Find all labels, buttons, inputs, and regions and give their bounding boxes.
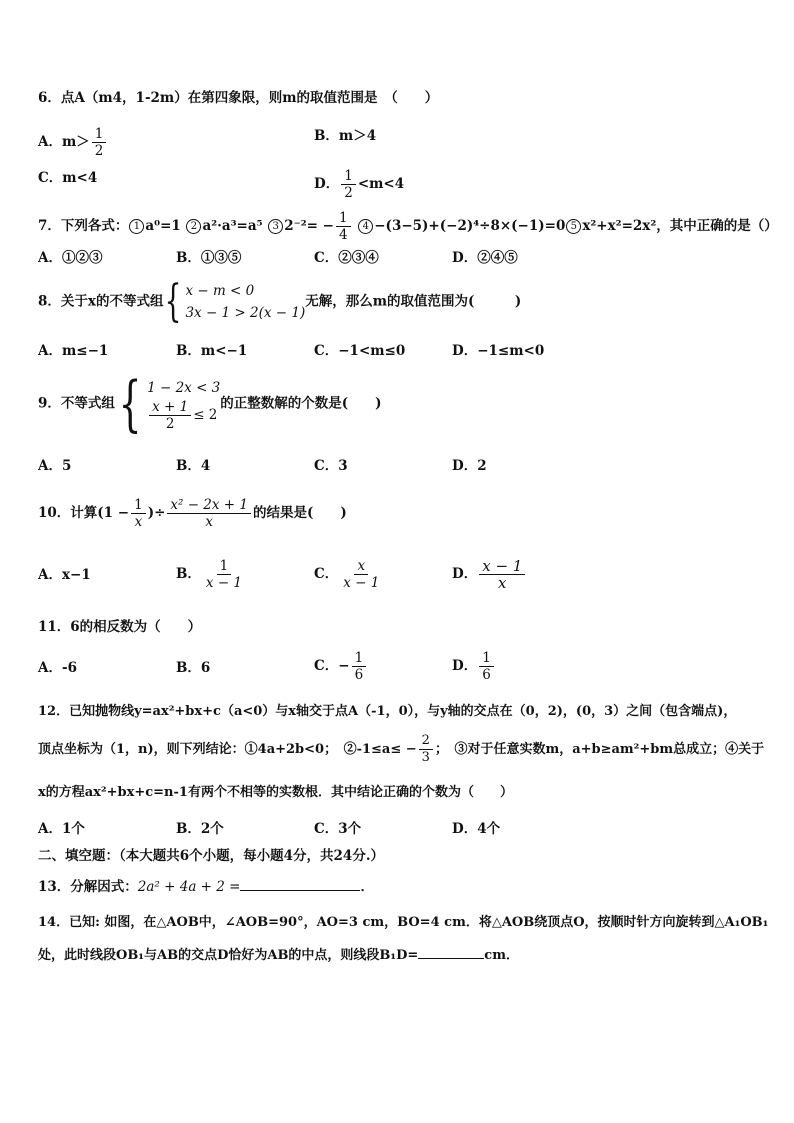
fraction-denominator: x − 1 [205,575,243,591]
circled-number: 1 [129,219,144,234]
fraction-denominator: 2 [344,185,353,201]
question-11-option-c [314,650,452,683]
question-6-option-c: C．m<4 [38,170,98,186]
question-11-stem: 11．6的相反数为（ ） [38,619,202,635]
fraction-denominator: 4 [338,227,348,243]
fraction-denominator: 2 [94,143,104,159]
question-11-option-a: A．-6 [38,660,77,676]
line-2-prefix: 顶点坐标为（1，n)，则下列结论：①4a+2b<0； ②-1≤a≤ − [38,742,417,757]
question-7-option-a: A．①②③ [38,250,103,266]
line-2-suffix: cm． [484,948,519,963]
inequality-system [163,276,306,327]
stem-suffix: 的结果是( ) [253,505,347,521]
left-brace-icon: { [118,369,142,439]
stem-prefix: 10．计算(1 − [38,505,130,521]
fraction-numerator: x [354,558,368,575]
section-2-heading: 二、填空题：（本大题共6个小题，每小题4分，共24分.） [38,848,385,864]
left-brace-icon: { [165,276,182,327]
fraction-denominator: x [498,574,507,592]
expression: 2a² + 4a + 2 = [137,879,241,895]
stem-prefix: 13．分解因式： [38,879,138,895]
question-6-option-a [38,126,314,159]
fraction-numerator: 1 [131,497,146,514]
question-8-option-b: B．m<−1 [176,343,248,359]
question-7-option-d: D．②④⑤ [452,250,518,266]
expression: a²·a³=a⁵ [202,218,263,234]
question-6-option-b: B．m＞4 [314,128,377,144]
option-prefix: C．− [314,658,350,674]
question-8-stem [38,276,764,327]
fraction-numerator: 1 [341,168,356,185]
question-9-options [38,456,764,476]
fraction [203,558,245,591]
question-6-options-row1 [38,126,764,159]
fraction-numerator: 1 [479,650,494,667]
fraction [479,558,525,591]
fraction-denominator: x − 1 [343,575,380,591]
question-8-option-d: D．−1≤m<0 [452,343,545,359]
system-line-2: 3x − 1 > 2(x − 1) [185,305,306,321]
question-12-line-1: 12．已知抛物线y=ax²+bx+c（a<0）与x轴交于点A（-1，0），与y轴的交点在（0，2)，(0，3）之间（包含端点)， [38,704,737,719]
fraction-denominator: 6 [354,667,364,683]
fraction [336,210,351,243]
question-10-option-c [314,558,452,591]
question-10-stem [38,497,764,530]
expression: 2⁻²= − [284,218,334,234]
option-a-prefix: A．m＞ [38,134,90,150]
stem-prefix: 8．关于x的不等式组 [38,293,164,310]
inequality-system [115,369,221,439]
stem-suffix: 无解，那么m的取值范围为( ) [305,293,522,310]
question-11-option-b: B．6 [176,660,211,676]
question-7-options [38,248,764,268]
line-2-prefix: 处，此时线段OB₁与AB的交点D恰好为AB的中点，则线段B₁D= [38,948,419,963]
fraction-denominator: 6 [482,667,491,683]
system-line-1: 1 − 2x < 3 [147,379,221,396]
stem-middle: )÷ [147,505,166,521]
question-10-options [38,558,764,591]
fraction-numerator: 1 [352,650,367,667]
question-9-option-c: C．3 [314,458,348,474]
fraction [340,558,382,591]
question-9-option-a: A．5 [38,458,72,474]
question-8-options [38,341,764,361]
fraction-denominator: x [134,514,143,530]
question-9-stem [38,369,764,439]
question-12-line-2 [38,733,764,766]
question-6-options-row2 [38,168,764,201]
fraction [419,733,433,766]
question-12-option-a: A．1个 [38,821,85,837]
question-10-option-b [176,558,314,591]
fraction-numerator: 1 [336,210,351,227]
question-12-option-d: D．4个 [452,821,501,837]
question-6-option-d [314,168,590,201]
circled-number: 2 [186,219,201,234]
option-prefix: D． [452,658,478,674]
fraction-denominator: 3 [421,750,430,765]
option-d-prefix: D． [314,176,340,192]
question-8-option-a: A．m≤−1 [38,343,109,359]
question-12-option-b: B．2个 [176,821,224,837]
question-10-option-d [452,558,590,591]
circled-number: 4 [358,219,373,234]
question-9-option-b: B．4 [176,458,211,474]
expression: x²+x²=2x² [582,218,657,234]
question-8-option-c: C．−1<m≤0 [314,343,406,359]
stem-suffix: 的正整数解的个数是( ) [220,395,382,412]
question-14-line-2 [38,944,764,966]
option-d-suffix: <m<4 [357,176,405,192]
fraction-numerator: 1 [92,126,107,143]
fraction [352,650,367,683]
question-12-line-3: x的方程ax²+bx+c=n-1有两个不相等的实数根．其中结论正确的个数为（ ） [38,785,513,800]
system-lines [185,280,305,324]
system-line-2 [147,399,220,432]
expression: −(3−5)+(−2)⁴÷8×(−1)=0 [374,218,566,234]
question-6-stem: 6．点A（m4，1-2m）在第四象限，则m的取值范围是 （ ） [38,90,439,106]
question-11-option-d [452,650,590,683]
question-9-option-d: D．2 [452,458,487,474]
question-11-options [38,650,764,683]
stem-prefix: 9．不等式组 [38,395,115,412]
answer-blank[interactable] [240,876,360,891]
fraction-numerator: 1 [217,558,232,575]
fraction [131,497,146,530]
fraction-numerator: x² − 2x + 1 [167,497,251,514]
fraction [341,168,356,201]
fraction [167,497,251,530]
option-prefix: D． [452,566,478,582]
fraction-numerator: 2 [419,733,433,750]
question-12-option-c: C．3个 [314,821,362,837]
circled-number: 3 [268,219,283,234]
fraction-denominator: x [205,514,213,530]
fraction [92,126,107,159]
fraction-numerator: x + 1 [149,399,191,416]
option-prefix: C． [314,566,339,582]
stem-suffix: ． [360,879,374,895]
expression: a⁰=1 [145,218,181,234]
fraction [479,650,494,683]
option-prefix: B． [176,566,201,582]
question-10-option-a: A．x−1 [38,567,91,583]
stem-suffix: ，其中正确的是（） [656,218,778,234]
fraction-numerator: x − 1 [479,558,525,575]
system-line-2-suffix: ≤ 2 [193,406,218,423]
stem-prefix: 7．下列各式： [38,218,129,234]
question-12-options [38,819,764,839]
system-line-1: x − m < 0 [185,283,255,299]
circled-number: 5 [566,219,581,234]
system-lines [147,377,220,432]
question-7-option-c: C．②③④ [314,250,379,266]
answer-blank[interactable] [418,944,484,959]
question-7-stem [38,210,778,243]
line-2-suffix: ； ③对于任意实数m，a+b≥am²+bm总成立；④关于 [434,742,765,757]
question-14-line-1: 14．已知: 如图，在△AOB中，∠AOB=90°，AO=3 cm，BO=4 cm．将△AOB绕顶点O，按顺时针方向旋转到△A₁OB₁ [38,915,769,930]
question-7-option-b: B．①③⑤ [176,250,242,266]
fraction-denominator: 2 [165,415,175,432]
question-13-stem [38,876,764,897]
fraction [149,399,191,432]
